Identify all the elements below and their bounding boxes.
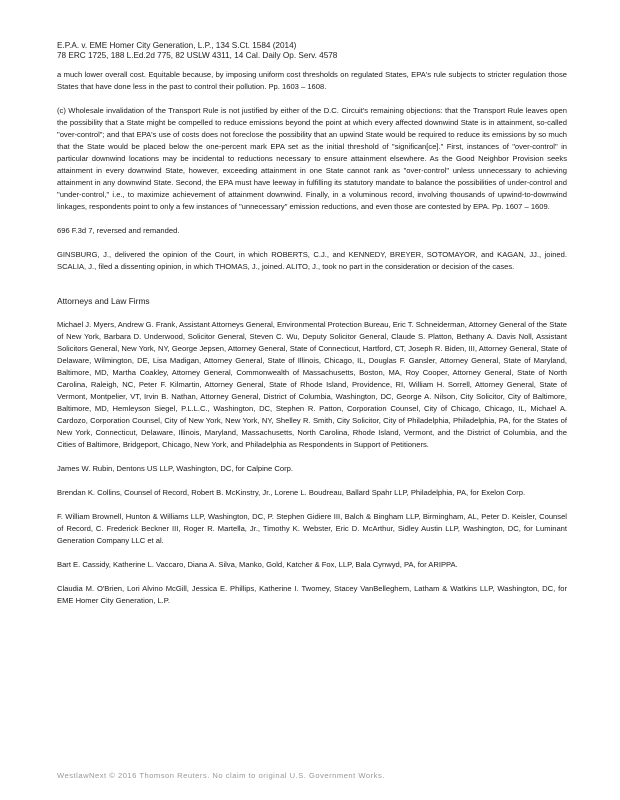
attorneys-section-title: Attorneys and Law Firms (57, 296, 150, 306)
paragraph-invalidation: (c) Wholesale invalidation of the Transport Rule is not justified by either of the D.C. Circuit's remaining objections: that the Transport Rule leaves open the possibility that a State might be compelled to reduce emissions beyond the point at which every affected downwind State is in attainment, so-called "over-control"; and that EPA's use of costs does not foreclose the possibility that an upwind State would be required to reduce its emissions by so much that the State would be placed below the one-percent mark EPA set as the initial threshold of "significan[ce]." First, instances of "over-control" in particular downwind locations may be incidental to reductions necessary to ensure attainment elsewhere. As the Good Neighbor Provision seeks attainment in every downwind State, however, exceeding attainment in one State cannot rank as "over-control" unless unnecessary to achieving attainment in any downwind State. Second, the EPA must have leeway in fulfilling its statutory mandate to balance the possibilities of under-control and "under-control," i.e., to maximize achievement of attainment downwind. Finally, in a voluminous record, involving thousands of upwind-to-downwind linkages, respondents point to only a few instances of "unnecessary" emission reductions, and even those are contested by EPA. Pp. 1607 – 1609. (57, 106, 567, 211)
paragraph-disposition: 696 F.3d 7, reversed and remanded. (57, 226, 180, 235)
paragraph-cost: a much lower overall cost. Equitable because, by imposing uniform cost thresholds on regulated States, EPA's rule subjects to stricter regulation those States that have done less in the past to control their pollution. Pp. 1603 – 1608. (57, 70, 567, 91)
attorney-entry: James W. Rubin, Dentons US LLP, Washington, DC, for Calpine Corp. (57, 464, 293, 473)
attorney-entry: Brendan K. Collins, Counsel of Record, Robert B. McKinstry, Jr., Lorene L. Boudreau, Ballard Spahr LLP, Philadelphia, PA, for Exelon Corp. (57, 488, 526, 497)
attorney-entry: Claudia M. O'Brien, Lori Alvino McGill, Jessica E. Phillips, Katherine I. Twomey, Stacey VanBelleghem, Latham & Watkins LLP, Washington, DC, for EME Homer City Generation, L.P. (57, 584, 567, 605)
citation-header (57, 41, 557, 61)
footer-text: WestlawNext © 2016 Thomson Reuters. No claim to original U.S. Government Works. (57, 771, 385, 780)
citation-line-1: E.P.A. v. EME Homer City Generation, L.P., 134 S.Ct. 1584 (2014) (57, 41, 297, 50)
attorney-entry: Michael J. Myers, Andrew G. Frank, Assistant Attorneys General, Environmental Protection Bureau, Eric T. Schneiderman, Attorney General of the State of New York, Barbara D. Underwood, Solicitor General, Steven C. Wu, Deputy Solicitor General, Claude S. Platton, Bethany A. Davis Noll, Assistant Solicitors General, New York, NY, George Jepsen, Attorney General, State of Connecticut, Hartford, CT, Joseph R. Biden, III, Attorney General, State of Delaware, Wilmington, DE, Lisa Madigan, Attorney General, State of Illinois, Chicago, IL, Douglas F. Gansler, Attorney General, State of Maryland, Baltimore, MD, Martha Coakley, Attorney General, Commonwealth of Massachusetts, Boston, MA, Roy Cooper, Attorney General, State of North Carolina, Raleigh, NC, Peter F. Kilmartin, Attorney General, State of Rhode Island, Providence, RI, William H. Sorrell, Attorney General, State of Vermont, Montpelier, VT, Irvin B. Nathan, Attorney General, District of Columbia, Washington, DC, George A. Nilson, City Solicitor, City of Baltimore, Baltimore, MD, Hemleyson Siegel, P.L.L.C., Washington, DC, Stephen R. Patton, Corporation Counsel, City of Chicago, Chicago, IL, Michael A. Cardozo, Corporation Counsel, City of New York, New York, NY, Shelley R. Smith, City Solicitor, City of Philadelphia, Philadelphia, PA, for the States of New York, Connecticut, Delaware, Illinois, Maryland, Massachusetts, North Carolina, Rhode Island, Vermont, and the District of Columbia, and the Cities of Baltimore, Bridgeport, Chicago, New York, and Philadelphia as Respondents in Support of Petitioners. (57, 320, 567, 449)
attorney-entry: Bart E. Cassidy, Katherine L. Vaccaro, Diana A. Silva, Manko, Gold, Katcher & Fox, LLP, Bala Cynwyd, PA, for ARIPPA. (57, 560, 458, 569)
page-footer (57, 770, 567, 782)
attorney-entry: F. William Brownell, Hunton & Williams LLP, Washington, DC, P. Stephen Gidiere III, Balch & Bingham LLP, Birmingham, AL, Peter D. Keisler, Counsel of Record, C. Frederick Beckner III, Roger R. Martella, Jr., Timothy K. Webster, Eric D. McArthur, Sidley Austin LLP, Washington, DC, for Luminant Generation Company LLC et al. (57, 512, 567, 545)
document-body (57, 69, 567, 619)
citation-line-2: 78 ERC 1725, 188 L.Ed.2d 775, 82 USLW 4311, 14 Cal. Daily Op. Serv. 4578 (57, 51, 338, 60)
paragraph-opinion-authors: GINSBURG, J., delivered the opinion of the Court, in which ROBERTS, C.J., and KENNEDY, BREYER, SOTOMAYOR, and KAGAN, JJ., joined. SCALIA, J., filed a dissenting opinion, in which THOMAS, J., joined. ALITO, J., took no part in the consideration or decision of the cases. (57, 250, 567, 271)
